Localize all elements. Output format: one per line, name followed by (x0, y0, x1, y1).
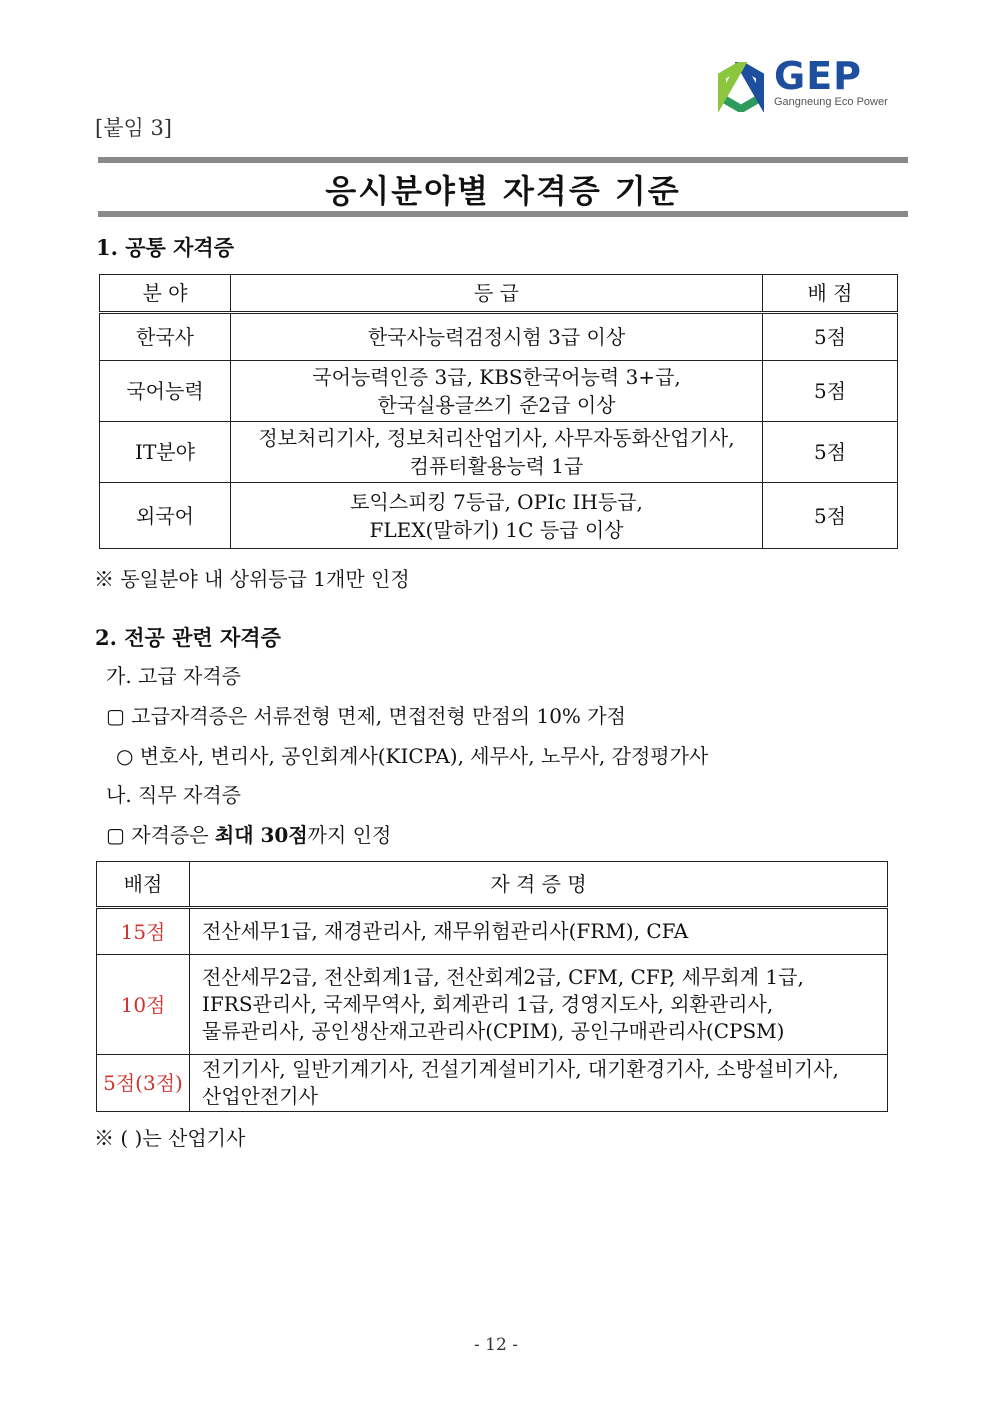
page-number: - 12 - (474, 1335, 518, 1355)
header-field: 분 야 (100, 275, 231, 313)
row-grade-line: 국어능력인증 3급, KBS한국어능력 3+급, (312, 365, 681, 389)
table-row (97, 955, 888, 1055)
logo-subtitle: Gangneung Eco Power (774, 96, 888, 108)
row-field: 국어능력 (100, 361, 231, 422)
row-field: 한국사 (100, 313, 231, 361)
header-score: 배 점 (763, 275, 898, 313)
section1-note: ※ 동일분야 내 상위등급 1개만 인정 (94, 567, 410, 591)
table-row (100, 313, 898, 361)
hexagon-logo-icon (716, 62, 766, 112)
common-cert-table (99, 274, 898, 549)
box-prefix: ▢ 자격증은 (106, 823, 215, 847)
row-cert-line: 전산세무2급, 전산회계1급, 전산회계2급, CFM, CFP, 세무회계 1급, (202, 965, 804, 989)
job-cert-table (96, 861, 888, 1112)
subsection-a-list: ○ 변호사, 변리사, 공인회계사(KICPA), 세무사, 노무사, 감정평가사 (116, 744, 709, 768)
row-cert-line: 전산세무1급, 재경관리사, 재무위험관리사(FRM), CFA (202, 919, 689, 943)
header-cert-name: 자 격 증 명 (190, 862, 888, 908)
company-logo (716, 54, 896, 112)
attachment-label: [붙임 3] (95, 116, 172, 140)
row-grade-line: FLEX(말하기) 1C 등급 이상 (369, 517, 624, 542)
section1-heading: 1. 공통 자격증 (96, 235, 234, 260)
row-grade-line: 컴퓨터활용능력 1급 (409, 454, 584, 478)
table-header-row (97, 862, 888, 908)
row-cert-line: 산업안전기사 (202, 1084, 318, 1108)
box-bold-limit: 최대 30점 (214, 823, 308, 847)
row-score: 5점 (763, 361, 898, 422)
table-row (97, 1055, 888, 1112)
box-suffix: 까지 인정 (307, 823, 392, 847)
row-grade-line: 정보처리기사, 정보처리산업기사, 사무자동화산업기사, (258, 426, 735, 450)
table-row (97, 908, 888, 955)
header-grade: 등 급 (231, 275, 763, 313)
row-score: 5점 (763, 313, 898, 361)
subsection-a-heading: 가. 고급 자격증 (106, 664, 241, 688)
table-row (100, 483, 898, 549)
subsection-b-heading: 나. 직무 자격증 (106, 783, 241, 807)
subsection-b-box (106, 819, 391, 848)
row-score: 5점 (763, 483, 898, 549)
subsection-a-box: ▢ 고급자격증은 서류전형 면제, 면접전형 만점의 10% 가점 (106, 704, 626, 728)
row-cert-line: 전기기사, 일반기계기사, 건설기계설비기사, 대기환경기사, 소방설비기사, (202, 1057, 839, 1081)
row-score: 10점 (97, 955, 190, 1055)
section2-note: ※ ( )는 산업기사 (94, 1126, 246, 1150)
row-grade-line: 토익스피킹 7등급, OPIc IH등급, (350, 489, 643, 514)
header-score: 배점 (97, 862, 190, 908)
row-grade-line: 한국실용글쓰기 준2급 이상 (377, 393, 616, 417)
row-field: IT분야 (100, 422, 231, 483)
table-row (100, 422, 898, 483)
row-score: 5점 (763, 422, 898, 483)
row-cert-line: 물류관리사, 공인생산재고관리사(CPIM), 공인구매관리사(CPSM) (202, 1019, 785, 1043)
page-title: 응시분야별 자격증 기준 (325, 172, 681, 210)
row-cert-line: IFRS관리사, 국제무역사, 회계관리 1급, 경영지도사, 외환관리사, (202, 992, 774, 1016)
row-grade: 한국사능력검정시험 3급 이상 (367, 325, 626, 349)
table-row (100, 361, 898, 422)
row-score: 15점 (97, 908, 190, 955)
logo-name: GEP (774, 54, 862, 98)
title-rule-bottom (98, 211, 908, 217)
row-score: 5점(3점) (97, 1055, 190, 1112)
section2-heading: 2. 전공 관련 자격증 (95, 625, 281, 650)
table-header-row (100, 275, 898, 313)
title-rule-top (98, 157, 908, 163)
row-field: 외국어 (100, 483, 231, 549)
